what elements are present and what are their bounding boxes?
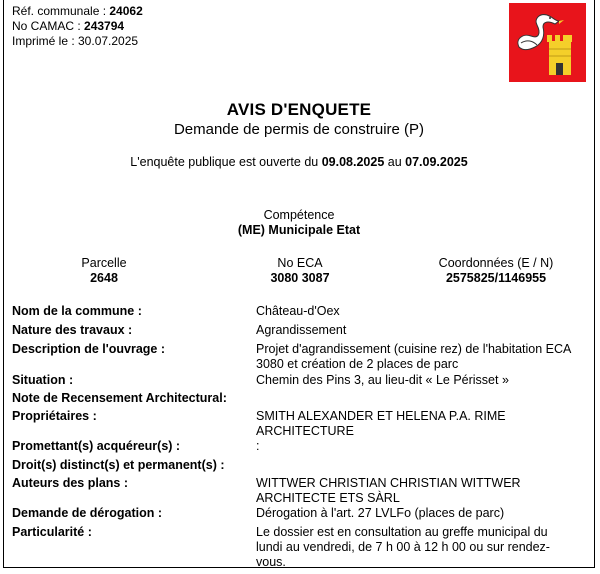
enquete-period: L'enquête publique est ouverte du 09.08.2025 au 07.09.2025 [130,155,468,169]
detail-label: Particularité : [12,525,92,539]
detail-label: Nature des travaux : [12,323,133,337]
detail-value: WITTWER CHRISTIAN CHRISTIAN WITTWER ARCHITECTE ETS SÀRL [256,476,521,505]
camac-number: No CAMAC : 243794 [12,19,125,33]
competence-label: Compétence [263,208,335,222]
printed-date: Imprimé le : 30.07.2025 [12,34,139,48]
detail-label: Auteurs des plans : [12,476,128,490]
detail-value: Château-d'Oex [256,304,340,318]
parcelle-value: 2648 [90,271,118,285]
detail-value: Le dossier est en consultation au greffe municipal du lundi au vendredi, de 7 h 00 à 12 h 00 ou sur rendez-vous. [256,525,550,569]
coordinates-value: 2575825/1146955 [445,271,547,285]
detail-value: Agrandissement [256,323,347,337]
ref-communale: Réf. communale : 24062 [12,4,143,18]
detail-value: Projet d'agrandissement (cuisine rez) de l'habitation ECA 3080 et création de 2 places de parc [256,342,571,371]
coat-of-arms-icon [509,3,586,82]
eca-label: No ECA [277,256,323,270]
notice-title: AVIS D'ENQUETE [226,100,372,119]
parcelle-block [4,256,204,286]
coordinates-label: Coordonnées (E / N) [438,256,554,270]
document-page [3,0,595,568]
detail-value: Dérogation à l'art. 27 LVLFo (places de parc) [256,506,505,520]
eca-value: 3080 3087 [270,271,330,285]
notice-subtitle: Demande de permis de construire (P) [173,121,425,138]
detail-label: Note de Recensement Architectural: [12,391,227,405]
detail-label: Demande de dérogation : [12,506,163,520]
detail-value: SMITH ALEXANDER ET HELENA P.A. RIME ARCHITECTURE [256,409,506,438]
detail-value: Chemin des Pins 3, au lieu-dit « Le Périsset » [256,373,509,387]
detail-label: Nom de la commune : [12,304,142,318]
detail-label: Promettant(s) acquéreur(s) : [12,439,181,453]
competence-value: (ME) Municipale Etat [237,223,361,237]
detail-label: Propriétaires : [12,409,97,423]
coordinates-block [396,256,596,286]
eca-block [200,256,400,286]
parcelle-label: Parcelle [81,256,127,270]
detail-label: Description de l'ouvrage : [12,342,166,356]
detail-label: Droit(s) distinct(s) et permanent(s) : [12,458,225,472]
detail-value: : [256,439,260,453]
detail-label: Situation : [12,373,74,387]
